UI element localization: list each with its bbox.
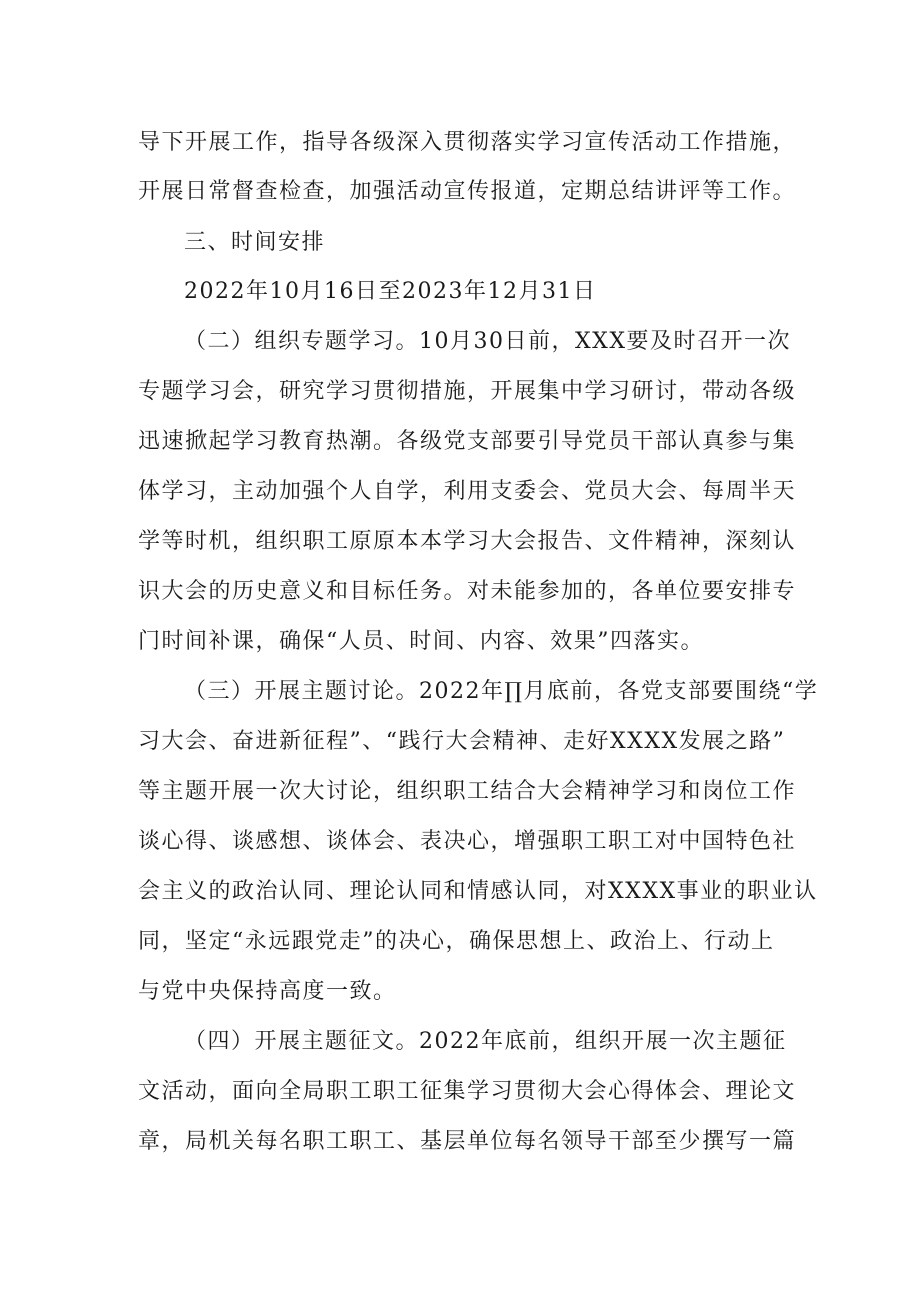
date-range: 2022年10月16日至2023年12月31日 — [184, 279, 597, 304]
item-three-line-3: 等主题开展一次大讨论，组织职工结合大会精神学习和岗位工作 — [138, 779, 797, 804]
item-three-line-1: （三）开展主题讨论。2022年∏月底前，各党支部要围绕“学 — [184, 679, 819, 704]
item-three-line-6: 同，坚定“永远跟党走”的决心，确保思想上、政治上、行动上 — [138, 929, 775, 954]
item-three-line-2: 习大会、奋进新征程”、“践行大会精神、走好XXXX发展之路” — [138, 729, 786, 754]
item-two-line-6: 识大会的历史意义和目标任务。对未能参加的，各单位要安排专 — [138, 579, 797, 604]
item-two-line-4: 体学习，主动加强个人自学，利用支委会、党员大会、每周半天 — [138, 479, 797, 504]
item-two-line-7: 门时间补课，确保“人员、时间、内容、效果”四落实。 — [138, 629, 704, 654]
item-two-line-5: 学等时机，组织职工原原本本学习大会报告、文件精神，深刻认 — [138, 529, 797, 554]
item-three-line-5: 会主义的政治认同、理论认同和情感认同，对XXXX事业的职业认 — [138, 879, 818, 904]
item-four-line-2: 文活动，面向全局职工职工征集学习贯彻大会心得体会、理论文 — [138, 1079, 797, 1104]
item-two-line-1: （二）组织专题学习。10月30日前，XXX要及时召开一次 — [184, 329, 791, 354]
item-two-line-2: 专题学习会，研究学习贯彻措施，开展集中学习研讨，带动各级 — [138, 379, 797, 404]
item-four-line-1: （四）开展主题征文。2022年底前，组织开展一次主题征 — [184, 1029, 787, 1054]
intro-line-2: 开展日常督查检查，加强活动宣传报道，定期总结讲评等工作。 — [138, 179, 797, 204]
item-three-line-4: 谈心得、谈感想、谈体会、表决心，增强职工职工对中国特色社 — [138, 829, 797, 854]
intro-line-1: 导下开展工作，指导各级深入贯彻落实学习宣传活动工作措施， — [138, 130, 797, 155]
section-heading: 三、时间安排 — [184, 230, 326, 255]
item-three-line-7: 与党中央保持高度一致。 — [138, 979, 397, 1004]
item-four-line-3: 章，局机关每名职工职工、基层单位每名领导干部至少撰写一篇 — [138, 1129, 797, 1154]
item-two-line-3: 迅速掀起学习教育热潮。各级党支部要引导党员干部认真参与集 — [138, 429, 797, 454]
